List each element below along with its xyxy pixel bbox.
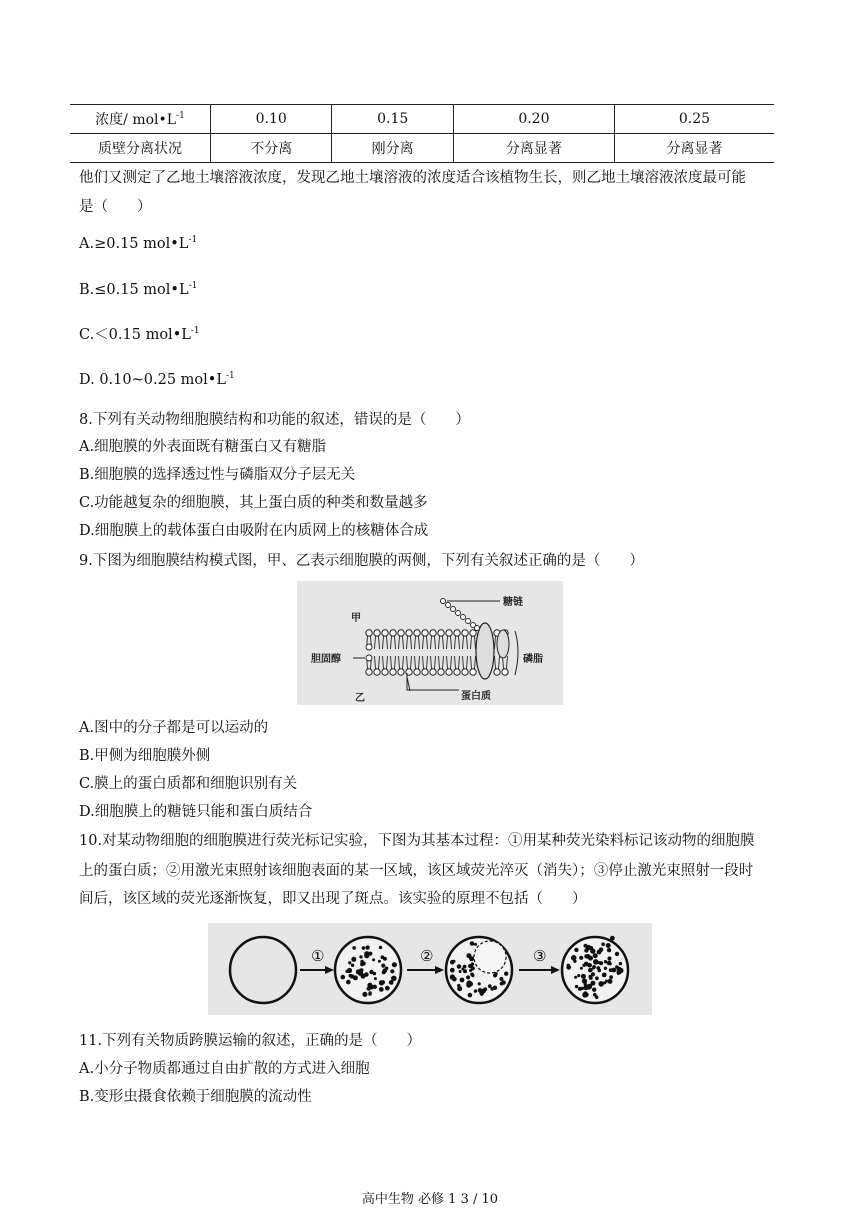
table-header-cell: 0.10 bbox=[211, 105, 332, 134]
fluorescent-dot bbox=[607, 956, 611, 960]
label-sugar-chain: 糖链 bbox=[503, 597, 523, 608]
fluorescent-dot bbox=[601, 942, 605, 946]
fluorescent-dot bbox=[602, 973, 607, 978]
label-protein: 蛋白质 bbox=[461, 691, 491, 702]
fluorescent-dot bbox=[469, 969, 472, 972]
q7-option-d: D. 0.10~0.25 $mol•L^{-1}$ bbox=[79, 371, 235, 388]
q9-option-c: C.膜上的蛋白质都和细胞识别有关 bbox=[79, 776, 298, 792]
fluorescent-dot bbox=[365, 945, 369, 949]
fluorescent-dot bbox=[364, 972, 369, 977]
fluorescent-dot bbox=[581, 974, 586, 979]
fluorescent-dot bbox=[466, 980, 472, 986]
fluorescent-dot bbox=[604, 967, 607, 970]
fluorescent-dot bbox=[359, 955, 362, 958]
fluorescent-dot bbox=[457, 986, 462, 991]
fluorescent-dot bbox=[341, 975, 346, 980]
fluorescent-dot bbox=[383, 957, 387, 961]
fluorescent-dot bbox=[582, 978, 587, 983]
fluorescent-dot bbox=[575, 985, 578, 988]
q9-stem: 9.下图为细胞膜结构模式图，甲、乙表示细胞膜的两侧，下列有关叙述正确的是（ ） bbox=[79, 553, 644, 569]
fluorescent-dot bbox=[362, 946, 366, 950]
table-cell: 刚分离 bbox=[332, 134, 453, 163]
fluorescent-dot bbox=[598, 961, 601, 964]
q7-option-b: B.≤0.15 $mol•L^{-1}$ bbox=[79, 281, 198, 298]
table-header-cell: 浓度/ $mol•L^{-1}$ bbox=[70, 105, 211, 134]
fluorescent-dot bbox=[383, 968, 388, 973]
fluorescent-dot bbox=[452, 977, 457, 982]
fluorescent-dot bbox=[619, 962, 622, 965]
fluorescent-dot bbox=[471, 962, 474, 965]
fluorescent-dot bbox=[351, 957, 356, 962]
table-row bbox=[70, 134, 774, 163]
fluorescent-dot bbox=[381, 964, 385, 968]
fluorescent-dot bbox=[471, 974, 474, 977]
fluorescence-figure bbox=[208, 923, 652, 1015]
q8-stem: 8.下列有关动物细胞膜结构和功能的叙述，错误的是（ ） bbox=[79, 412, 470, 428]
fluorescent-dot bbox=[591, 972, 595, 976]
fluorescent-dot bbox=[374, 977, 377, 980]
label-phospholipid: 磷脂 bbox=[523, 654, 543, 665]
membrane-diagram bbox=[297, 581, 563, 705]
table-cell: 分离显著 bbox=[453, 134, 614, 163]
fluorescent-dot bbox=[599, 947, 604, 952]
fluorescent-dot bbox=[579, 956, 583, 960]
fluorescence-diagram bbox=[208, 923, 652, 1015]
q11-stem: 11.下列有关物质跨膜运输的叙述，正确的是（ ） bbox=[79, 1033, 422, 1049]
fluorescent-dot bbox=[617, 972, 620, 975]
fluorescent-dot bbox=[609, 968, 613, 972]
fluorescent-dot bbox=[582, 992, 587, 997]
fluorescent-dot bbox=[566, 965, 571, 970]
fluorescent-dot bbox=[466, 975, 470, 979]
table-row bbox=[70, 105, 774, 134]
fluorescent-dot bbox=[494, 972, 497, 975]
fluorescent-dot bbox=[359, 969, 363, 973]
membrane-structure-figure bbox=[297, 581, 563, 705]
fluorescent-dot bbox=[459, 970, 462, 973]
q9-option-a: A.图中的分子都是可以运动的 bbox=[79, 720, 269, 736]
fluorescent-dot bbox=[577, 974, 580, 977]
fluorescent-dot bbox=[608, 979, 613, 984]
q7-option-a: A.≥0.15 $mol•L^{-1}$ bbox=[79, 235, 198, 252]
q7-option-c: C.＜0.15 $mol•L^{-1}$ bbox=[79, 326, 200, 343]
fluorescent-dot bbox=[584, 954, 588, 958]
fluorescent-dot bbox=[391, 976, 397, 982]
table-header-cell: 0.15 bbox=[332, 105, 453, 134]
q8-option-c: C.功能越复杂的细胞膜，其上蛋白质的种类和数量越多 bbox=[79, 495, 428, 511]
q7-stem-line2: 是（ ） bbox=[79, 199, 152, 215]
label-jia: 甲 bbox=[351, 613, 361, 624]
q9-option-d: D.细胞膜上的糖链只能和蛋白质结合 bbox=[79, 804, 313, 820]
fluorescent-dot bbox=[595, 976, 599, 980]
step-label-2: ② bbox=[420, 947, 434, 965]
fluorescent-dot bbox=[350, 974, 354, 978]
fluorescent-dot bbox=[590, 948, 595, 953]
q9-option-b: B.甲侧为细胞膜外侧 bbox=[79, 748, 211, 764]
fluorescent-dot bbox=[589, 968, 593, 972]
concentration-table bbox=[70, 104, 774, 163]
fluorescent-dot bbox=[360, 962, 364, 966]
fluorescent-dot bbox=[450, 968, 455, 973]
fluorescent-dot bbox=[584, 983, 588, 987]
fluorescent-dot bbox=[593, 959, 599, 965]
fluorescent-dot bbox=[470, 941, 475, 946]
fluorescent-dot bbox=[504, 972, 508, 976]
fluorescent-dot bbox=[481, 989, 486, 994]
q11-option-b: B.变形虫摄食依赖于细胞膜的流动性 bbox=[79, 1089, 312, 1105]
fluorescent-dot bbox=[352, 946, 356, 950]
fluorescent-dot bbox=[582, 964, 585, 967]
fluorescent-dot bbox=[457, 964, 462, 969]
label-cholesterol: 胆固醇 bbox=[311, 654, 341, 665]
fluorescent-dot bbox=[598, 981, 604, 987]
q8-option-a: A.细胞膜的外表面既有糖蛋白又有糖脂 bbox=[79, 439, 327, 455]
page-footer: 高中生物 必修 1 3 / 10 bbox=[361, 1192, 499, 1207]
fluorescent-dot bbox=[463, 965, 467, 969]
fluorescent-dot bbox=[372, 958, 375, 961]
fluorescent-dot bbox=[381, 980, 385, 984]
q11-option-a: A.小分子物质都通过自由扩散的方式进入细胞 bbox=[79, 1061, 370, 1077]
bleached-region bbox=[474, 941, 506, 973]
fluorescent-dot bbox=[589, 976, 593, 980]
q10-stem-line1: 10.对某动物细胞的细胞膜进行荧光标记实验，下图为其基本过程：①用某种荧光染料标记该动物的细胞膜 bbox=[79, 833, 755, 849]
fluorescent-dot bbox=[610, 936, 615, 941]
q10-stem-line2: 上的蛋白质；②用激光束照射该细胞表面的某一区域，该区域荧光淬灭（消失）；③停止激光束照射一段时 bbox=[79, 863, 754, 879]
fluorescent-dot bbox=[606, 943, 611, 948]
fluorescent-dot bbox=[617, 967, 622, 972]
fluorescent-dot bbox=[584, 948, 588, 952]
fluorescent-dot bbox=[390, 969, 394, 973]
table-cell: 分离显著 bbox=[614, 134, 774, 163]
fluorescent-dot bbox=[478, 982, 481, 985]
fluorescent-dot bbox=[379, 946, 382, 949]
q8-option-d: D.细胞膜上的载体蛋白由吸附在内质网上的核糖体合成 bbox=[79, 523, 429, 539]
fluorescent-dot bbox=[368, 992, 371, 995]
fluorescent-dot bbox=[607, 961, 612, 966]
table-header-cell: 0.20 bbox=[453, 105, 614, 134]
fluorescent-dot bbox=[392, 962, 397, 967]
q8-option-b: B.细胞膜的选择透过性与磷脂双分子层无关 bbox=[79, 467, 356, 483]
label-yi: 乙 bbox=[355, 693, 365, 704]
fluorescent-dot bbox=[373, 972, 376, 975]
fluorescent-dot bbox=[500, 982, 504, 986]
fluorescent-dot bbox=[615, 952, 619, 956]
fluorescent-dot bbox=[598, 969, 602, 973]
fluorescent-dot bbox=[347, 968, 352, 973]
fluorescent-dot bbox=[580, 967, 583, 970]
fluorescent-dot bbox=[367, 983, 372, 988]
fluorescent-dot bbox=[592, 965, 595, 968]
fluorescent-dot bbox=[379, 987, 384, 992]
fluorescent-dot bbox=[493, 986, 498, 991]
fluorescent-dot bbox=[346, 980, 351, 985]
q10-stem-line3: 间后，该区域的荧光逐渐恢复，即又出现了斑点。该实验的原理不包括（ ） bbox=[79, 891, 587, 907]
step-label-3: ③ bbox=[533, 947, 547, 965]
fluorescent-dot bbox=[593, 988, 596, 991]
fluorescent-dot bbox=[593, 953, 598, 958]
fluorescent-dot bbox=[607, 948, 611, 952]
fluorescent-dot bbox=[385, 986, 390, 991]
q7-stem-line1: 他们又测定了乙地土壤溶液浓度，发现乙地土壤溶液的浓度适合该植物生长，则乙地土壤溶液浓度最可能 bbox=[79, 170, 746, 186]
fluorescent-dot bbox=[499, 977, 503, 981]
fluorescent-dot bbox=[474, 943, 477, 946]
fluorescent-dot bbox=[595, 995, 599, 999]
fluorescent-dot bbox=[488, 984, 492, 988]
fluorescent-dot bbox=[460, 978, 465, 983]
step-label-1: ① bbox=[311, 947, 325, 965]
fluorescent-dot bbox=[474, 989, 477, 992]
fluorescent-dot bbox=[590, 981, 595, 986]
fluorescent-dot bbox=[574, 948, 578, 952]
fluorescent-dot bbox=[390, 981, 394, 985]
fluorescent-dot bbox=[452, 960, 455, 963]
fluorescent-dot bbox=[348, 961, 351, 964]
table-cell: 不分离 bbox=[211, 134, 332, 163]
fluorescent-dot bbox=[571, 955, 577, 961]
fluorescent-dot bbox=[604, 960, 607, 963]
fluorescent-dot bbox=[364, 951, 369, 956]
fluorescent-dot bbox=[609, 975, 613, 979]
fluorescent-dot bbox=[469, 956, 474, 961]
table-row-label: 质壁分离状况 bbox=[70, 134, 211, 163]
fluorescent-dot bbox=[574, 976, 577, 979]
fluorescent-dot bbox=[351, 964, 354, 967]
table-header-cell: 0.25 bbox=[614, 105, 774, 134]
fluorescent-dot bbox=[378, 960, 381, 963]
fluorescent-dot bbox=[468, 993, 473, 998]
fluorescent-dot bbox=[362, 992, 367, 997]
